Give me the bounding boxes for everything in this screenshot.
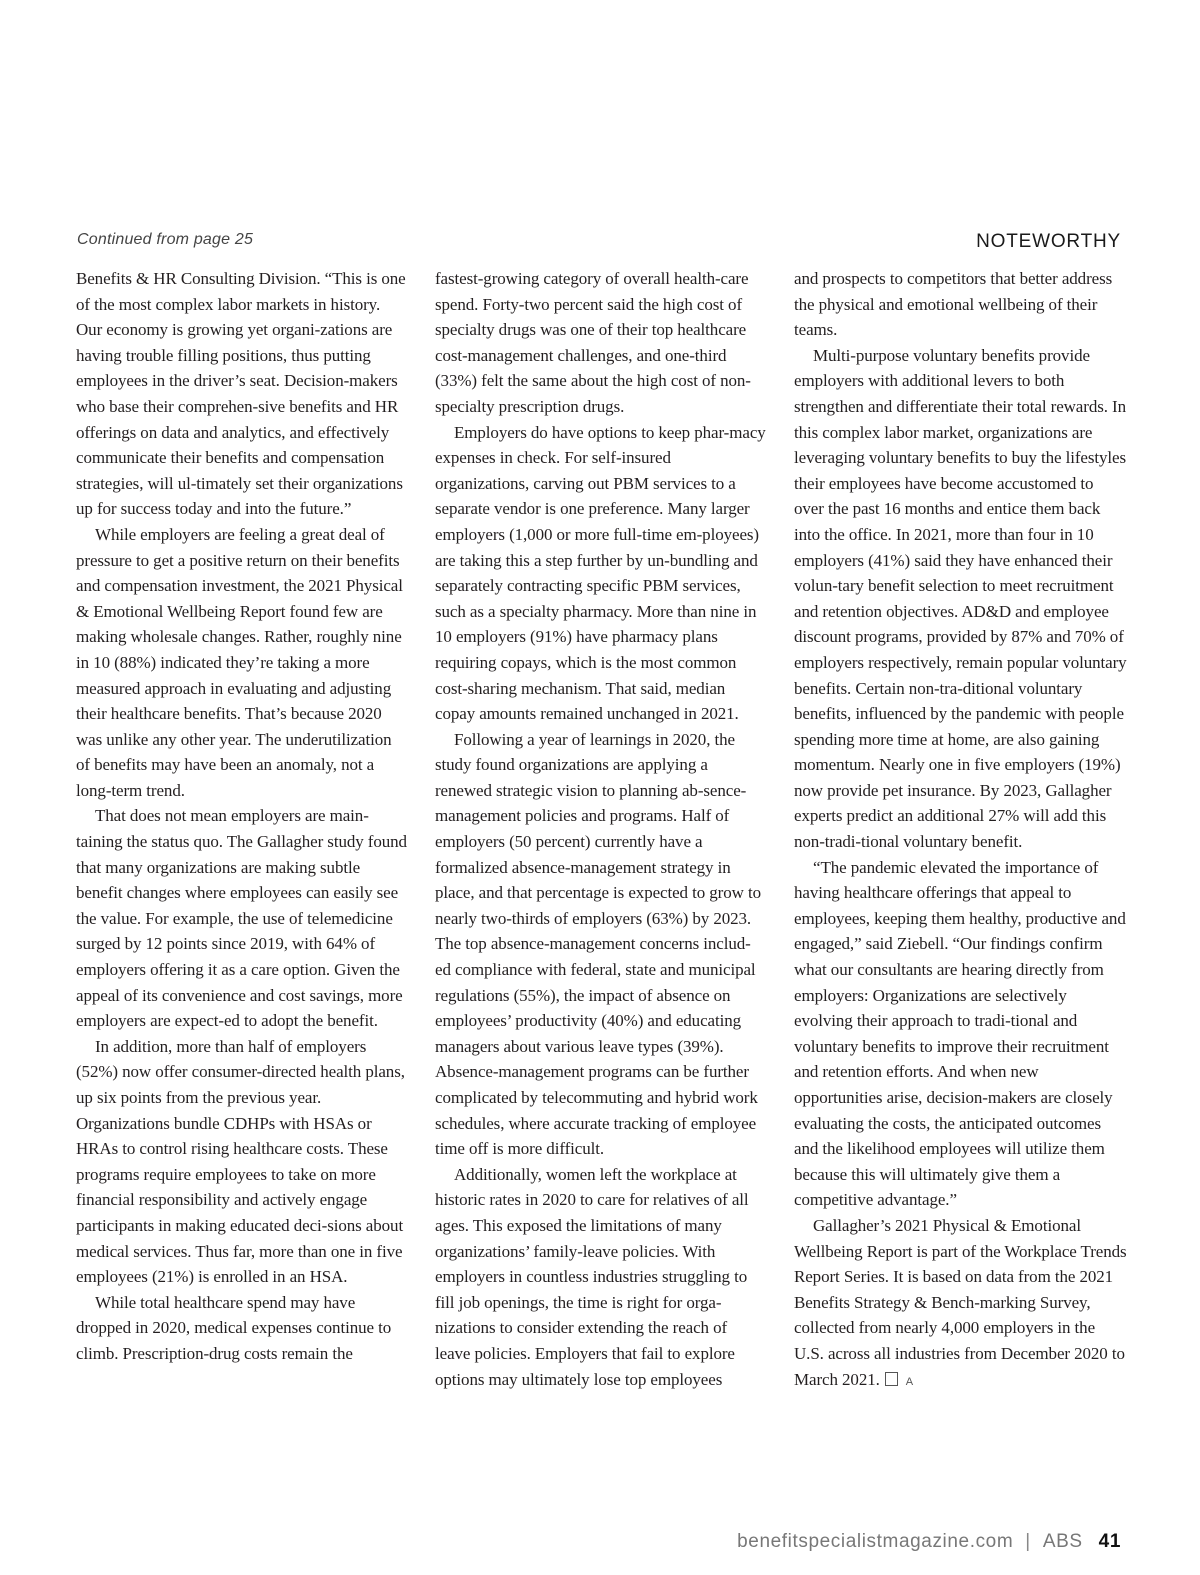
- page-footer: [737, 1531, 1121, 1553]
- paragraph: Multi-purpose voluntary benefits provide employers with additional levers to both strengthen and differentiate their total rewards. In this complex labor market, organizations are leveraging voluntary benefits to buy the lifestyles their employees have become accustomed to over the past 16 months and entice them back into the office. In 2021, more than four in 10 employers (41%) said they have enhanced their volun-tary benefit selection to meet recruitment and retention objectives. AD&D and employee discount programs, provided by 87% and 70% of employers respectively, remain popular voluntary benefits. Certain non-tra-ditional voluntary benefits, influenced by the pandemic with people spending more time at home, are also gaining momentum. Nearly one in five employers (19%) now provide pet insurance. By 2023, Gallagher experts predict an additional 27% will add this non-tradi-tional voluntary benefit.: [794, 345, 1127, 852]
- paragraph: [794, 1213, 1127, 1392]
- paragraph: While total healthcare spend may have dropped in 2020, medical expenses continue to climb. Prescription-drug costs remain the: [76, 1292, 392, 1363]
- continued-from-note: Continued from page 25: [77, 231, 254, 248]
- paragraph: and prospects to competitors that better address the physical and emotional wellbeing of their teams.: [794, 269, 1113, 340]
- footer-website-link[interactable]: benefitspecialistmagazine.com: [737, 1531, 1014, 1552]
- paragraph: Employers do have options to keep phar-macy expenses in check. For self-insured organizations, carving out PBM services to a separate vendor is one preference. Many larger employers (1,000 or more full-time em-ployees) are taking this a step further by un-bundling and separately contracting specific PBM services, such as a specialty pharmacy. More than nine in 10 employers (91%) have pharmacy plans requiring copays, which is the most common cost-sharing mechanism. That said, median copay amounts remained unchanged in 2021.: [435, 422, 766, 724]
- section-title: NOTEWORTHY: [976, 231, 1121, 252]
- paragraph: “The pandemic elevated the importance of having healthcare offerings that appeal to employees, keeping them healthy, productive and engaged,” said Ziebell. “Our findings confirm what our consultants are hearing directly from employers: Organizations are selectively evolving their approach to tradi-tional and voluntary benefits to improve their recruitment and retention efforts. And when new opportunities arise, decision-makers are closely evaluating the costs, the anticipated outcomes and the likelihood employees will utilize them because this will ultimately give them a competitive advantage.”: [794, 857, 1126, 1210]
- footer-publication: ABS: [1042, 1531, 1083, 1552]
- page-number: 41: [1098, 1531, 1121, 1552]
- article-column-3: [794, 266, 1127, 1392]
- paragraph: That does not mean employers are main-taining the status quo. The Gallagher study found that many organizations are making subtle benefit changes where employees can easily see the value. For example, the use of telemedicine surged by 12 points since 2019, with 64% of employers offering it as a care option. Given the appeal of its convenience and cost savings, more employers are expect-ed to adopt the benefit.: [76, 806, 407, 1031]
- paragraph: fastest-growing category of overall health-care spend. Forty-two percent said the high cost of specialty drugs was one of their top healthcare cost-management challenges, and one-third (33%) felt the same about the high cost of non-specialty prescription drugs.: [435, 269, 751, 416]
- article-column-1: [76, 266, 407, 1367]
- paragraph: While employers are feeling a great deal of pressure to get a positive return on their benefits and compensation investment, the 2021 Physical & Emotional Wellbeing Report found few are making wholesale changes. Rather, roughly nine in 10 (88%) indicated they’re taking a more measured approach in evaluating and adjusting their healthcare benefits. That’s because 2020 was unlike any other year. The underutilization of benefits may have been an anomaly, not a long-term trend.: [76, 524, 403, 800]
- article-column-2: [435, 266, 766, 1392]
- abs-logo-icon: [885, 1372, 898, 1386]
- paragraph: Additionally, women left the workplace at historic rates in 2020 to care for relatives of all ages. This exposed the limitations of many organizations’ family-leave policies. With employers in countless industries struggling to fill job openings, the time is right for orga-nizations to consider extending the reach of leave policies. Employers that fail to explore options may ultimately lose top employees: [435, 1164, 749, 1389]
- paragraph: Benefits & HR Consulting Division. “This is one of the most complex labor markets in history. Our economy is growing yet organi-zations are having trouble filling positions, thus putting employees in the driver’s seat. Decision-makers who base their comprehen-sive benefits and HR offerings on data and analytics, and effectively communicate their benefits and compensation strategies, will ul-timately set their organizations up for success today and into the future.”: [76, 269, 406, 519]
- last-paragraph-text: Gallagher’s 2021 Physical & Emotional Wellbeing Report is part of the Workplace Trends Report Series. It is based on data from the 2021 Benefits Strategy & Bench-marking Survey, collected from nearly 4,000 employers in the U.S. across all industries from December 2020 to March 2021.: [794, 1215, 1127, 1389]
- footer-separator: |: [1025, 1531, 1031, 1552]
- paragraph: Following a year of learnings in 2020, the study found organizations are applying a renewed strategic vision to planning ab-sence-management policies and programs. Half of employers (50 percent) currently have a formalized absence-management strategy in place, and that percentage is expected to grow to nearly two-thirds of employers (63%) by 2023. The top absence-management concerns includ-ed compliance with federal, state and municipal regulations (55%), the impact of absence on employees’ productivity (40%) and educating managers about various leave types (39%). Absence-management programs can be further complicated by telecommuting and hybrid work schedules, where accurate tracking of employee time off is more difficult.: [435, 729, 761, 1159]
- paragraph: In addition, more than half of employers (52%) now offer consumer-directed health plans, up six points from the previous year. Organizations bundle CDHPs with HSAs or HRAs to control rising healthcare costs. These programs require employees to take on more financial responsibility and actively engage participants in making educated deci-sions about medical services. Thus far, more than one in five employees (21%) is enrolled in an HSA.: [76, 1036, 405, 1287]
